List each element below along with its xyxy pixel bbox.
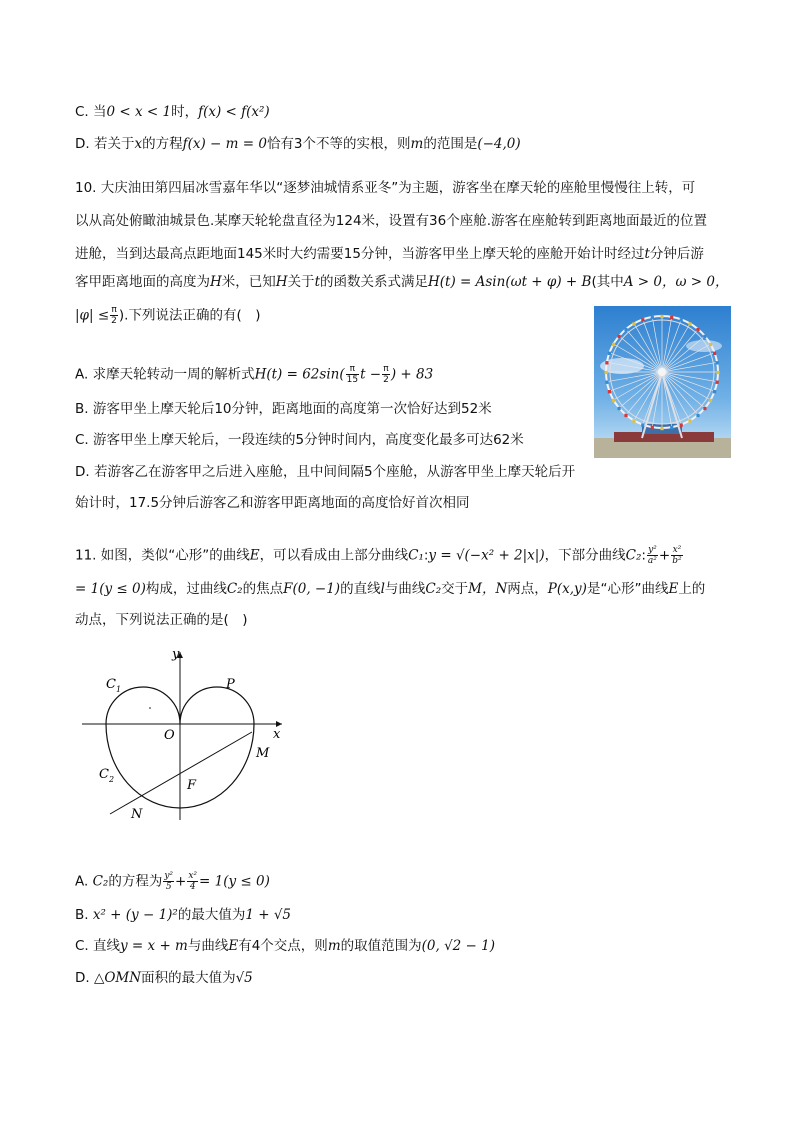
wheel-cabin <box>605 361 608 364</box>
q11-l2j: 交于 <box>441 581 469 597</box>
q11-l2a: = 1(y ≤ 0) <box>75 581 146 597</box>
q11-c-mid2: 有4个交点，则 <box>238 938 328 954</box>
q11-l1f: y = √(−x² + 2|x|) <box>428 547 545 564</box>
q11-l2i: C₂ <box>425 581 442 597</box>
wheel-cabin <box>688 419 691 422</box>
wheel-cabin <box>660 315 663 318</box>
q10-l4f: t <box>314 274 320 290</box>
q11-l1g: ，下部分曲线 <box>544 547 626 564</box>
q9-option-d <box>75 135 521 153</box>
q11-b-mid: 的最大值为 <box>177 907 246 923</box>
heart-curve-figure <box>80 646 290 824</box>
label-n: N <box>131 807 143 822</box>
q10-l4a: 客甲距离地面的高度为 <box>75 274 210 290</box>
q10-l4d: H <box>275 274 288 290</box>
label-m: M <box>256 746 270 761</box>
wheel-cabin <box>618 335 621 338</box>
q11-b-text: B. <box>75 907 89 923</box>
q10-option-a <box>75 364 433 385</box>
q10-stem-line1: 10. 大庆油田第四届冰雪嘉年华以“逐梦油城情系亚冬”为主题，游客坐在摩天轮的座舱里慢慢往上转，可 <box>75 180 696 196</box>
q11-frac2-den: b² <box>672 556 682 566</box>
q10-l3c: 分钟后游 <box>649 246 704 262</box>
wheel-cabin <box>713 390 716 393</box>
q10-stem-line5 <box>75 305 260 326</box>
q11-l2o: E <box>668 581 679 597</box>
q11-a-frac2 <box>187 871 198 892</box>
q9-d-m: m <box>410 136 424 152</box>
q9-d-mid: 的方程 <box>142 136 183 152</box>
q11-l2f: 的直线 <box>340 581 381 597</box>
q11-l1b: E <box>249 547 260 564</box>
wheel-cabin <box>604 371 607 374</box>
wheel-cabin <box>688 322 691 325</box>
q11-a-math: = 1(y ≤ 0) <box>199 873 270 890</box>
label-x: x <box>273 727 281 742</box>
q11-frac1-num: y² <box>648 545 657 555</box>
q9-d-x: x <box>134 136 143 152</box>
wheel-cabin <box>632 322 635 325</box>
wheel-cabin <box>641 318 644 321</box>
q10-a-frac1-den: 15 <box>346 375 359 385</box>
wheel-cabin <box>716 361 719 364</box>
q11-stem-line2 <box>75 580 705 598</box>
q10-l4g: 的函数关系式满足 <box>320 274 428 290</box>
q11-l2k: M，N <box>468 581 508 597</box>
q11-l1a: 11. 如图，类似“心形”的曲线 <box>75 547 250 564</box>
q11-option-d <box>75 969 253 987</box>
q10-stem-line3 <box>75 245 704 263</box>
label-f: F <box>187 778 197 793</box>
q9-c-math: 0 < x < 1 <box>106 104 172 120</box>
q11-c-m: m <box>327 938 341 954</box>
wheel-cabin <box>612 343 615 346</box>
q10-a-math2: t − <box>360 366 382 383</box>
wheel-cabin <box>651 316 654 319</box>
q11-frac2-num: x² <box>672 545 682 555</box>
q11-option-c <box>75 937 495 955</box>
q10-l5a: |φ| ≤ <box>75 307 110 324</box>
q11-l2p: 上的 <box>678 581 706 597</box>
wheel-cabin <box>709 399 712 402</box>
q10-l3a: 进舱，当到达最高点距地面145米时大约需要15分钟，当游客甲坐上摩天轮的座舱开始计时经过 <box>75 246 645 262</box>
q11-frac1-den: a² <box>647 556 657 566</box>
wheel-cabin <box>680 423 683 426</box>
q11-c-mid3: 的取值范围为 <box>340 938 422 954</box>
q10-option-d-line1: D. 若游客乙在游客甲之后进入座舱，且中间间隔5个座舱，从游客甲坐上摩天轮后开 <box>75 464 576 480</box>
q11-frac2 <box>671 545 682 566</box>
q11-l2e: F(0, −1) <box>283 581 341 597</box>
q11-l1c: ，可以看成由上部分曲线 <box>259 547 409 564</box>
q11-c-mid: 与曲线 <box>187 938 229 954</box>
q10-stem-line4 <box>75 273 728 291</box>
q10-l4b: H <box>210 274 222 290</box>
wheel-cabin <box>632 419 635 422</box>
q10-l4i: (其中 <box>591 274 624 290</box>
q11-stem-line1 <box>75 545 684 566</box>
q10-a-math: H(t) = 62sin( <box>254 366 345 383</box>
wheel-cabin <box>651 426 654 429</box>
wheel-cabin <box>608 390 611 393</box>
q11-stem-line3: 动点，下列说法正确的是( ) <box>75 612 248 628</box>
wheel-cabin <box>670 426 673 429</box>
wheel-cabin <box>618 407 621 410</box>
q10-l4j: A > 0，ω > 0， <box>623 274 729 290</box>
ferris-wheel-image <box>594 306 731 458</box>
q10-a-frac1 <box>346 364 359 385</box>
wheel-cabin <box>709 343 712 346</box>
wheel-cabin <box>612 399 615 402</box>
q11-a-frac1-num: y² <box>164 871 174 881</box>
q10-stem-line2: 以从高处俯瞰油城景色.某摩天轮轮盘直径为124米，设置有36个座舱.游客在座舱转到距离地面最近的位置 <box>75 213 708 229</box>
q11-d-value: √5 <box>235 970 253 986</box>
wheel-cabin <box>660 427 663 430</box>
wheel-cabin <box>680 318 683 321</box>
q11-a-frac2-den: 4 <box>189 882 196 892</box>
q9-d-mid3: 的范围是 <box>423 136 478 152</box>
wheel-cabin <box>624 414 627 417</box>
q11-c-text: C. 直线 <box>75 938 121 954</box>
wheel-cabin <box>703 335 706 338</box>
q10-a-frac2 <box>382 364 390 385</box>
q11-l1d: C₁ <box>408 547 424 564</box>
q11-l2b: 构成，过曲线 <box>145 581 227 597</box>
q11-l2m: P(x,y) <box>547 581 587 597</box>
q9-d-mid2: 恰有3个不等的实根，则 <box>266 136 411 152</box>
wheel-cabin <box>624 328 627 331</box>
wheel-cabin <box>696 328 699 331</box>
q11-l1-plus: + <box>658 547 671 564</box>
wheel-cabin <box>703 407 706 410</box>
label-p: P <box>226 677 235 692</box>
q10-l5b: ).下列说法正确的有( ) <box>118 307 261 324</box>
q11-frac1 <box>647 545 658 566</box>
q10-l3b: t <box>644 246 650 262</box>
q10-option-b: B. 游客甲坐上摩天轮后10分钟，距离地面的高度第一次恰好达到52米 <box>75 401 492 417</box>
q11-option-a <box>75 871 270 892</box>
line-l <box>110 732 252 814</box>
wheel-cabin <box>670 316 673 319</box>
q10-a-frac2-den: 2 <box>383 375 389 385</box>
q11-c-range: (0, √2 − 1) <box>421 938 496 954</box>
q9-c-math2: f(x) < f(x²) <box>198 104 270 120</box>
q11-d-mid: 面积的最大值为 <box>141 970 236 986</box>
q11-a-text: A. <box>75 873 89 890</box>
q10-l5-num: π <box>111 305 117 315</box>
q10-a-text: A. 求摩天轮转动一周的解析式 <box>75 366 255 383</box>
q10-a-frac2-num: π <box>383 364 389 374</box>
wheel-cabin <box>713 352 716 355</box>
q10-l4e: 关于 <box>287 274 315 290</box>
q11-l2d: 的焦点 <box>242 581 284 597</box>
wheel-cabin <box>716 371 719 374</box>
q11-a-frac1 <box>163 871 174 892</box>
wheel-cabin <box>716 381 719 384</box>
q11-l2l: 两点， <box>507 581 548 597</box>
q9-option-c <box>75 103 270 121</box>
q11-l2g: l <box>380 581 385 597</box>
q11-a-c2: C₂ <box>92 873 109 890</box>
wheel-cabin <box>608 352 611 355</box>
q11-option-b <box>75 906 291 924</box>
q11-l1e: : <box>423 547 429 564</box>
q10-l5-den: 2 <box>111 316 117 326</box>
label-o: O <box>164 728 175 743</box>
q11-l2h: 与曲线 <box>384 581 426 597</box>
q10-l4h: H(t) = Asin(ωt + φ) + B <box>428 274 592 290</box>
q10-l5-fraction <box>110 305 118 326</box>
q11-d-triangle: △OMN <box>93 970 142 986</box>
wheel-cabin <box>605 381 608 384</box>
q11-a-mid: 的方程为 <box>108 873 163 890</box>
q10-l4c: 米，已知 <box>221 274 276 290</box>
q11-l1h: C₂ <box>625 547 642 564</box>
q10-option-c: C. 游客甲坐上摩天轮后，一段连续的5分钟时间内，高度变化最多可达62米 <box>75 432 524 448</box>
q11-l1i: : <box>641 547 646 564</box>
q10-a-frac1-num: π <box>346 364 359 375</box>
wheel-cabin <box>641 423 644 426</box>
q9-d-range: (−4,0) <box>477 136 521 152</box>
q11-a-frac1-den: 5 <box>165 882 172 892</box>
q10-option-d-line2: 始计时，17.5分钟后游客乙和游客甲距离地面的高度恰好首次相同 <box>75 495 470 511</box>
q11-a-frac2-num: x² <box>188 871 198 881</box>
label-c1: $C_1$ <box>106 677 122 694</box>
q11-a-plus: + <box>175 873 187 890</box>
q9-d-math: f(x) − m = 0 <box>182 136 267 152</box>
q9-d-text: D. 若关于 <box>75 136 135 152</box>
q11-c-line: y = x + m <box>120 938 188 954</box>
q11-d-text: D. <box>75 970 90 986</box>
label-y: y <box>172 647 180 662</box>
q9-c-mid: 时， <box>171 104 199 120</box>
q11-l2c: C₂ <box>226 581 243 597</box>
wheel-cabin <box>696 414 699 417</box>
q9-c-text: C. 当 <box>75 104 107 120</box>
q11-l2n: 是“心形”曲线 <box>586 581 669 597</box>
q11-b-value: 1 + √5 <box>245 907 292 923</box>
q11-b-math: x² + (y − 1)² <box>92 907 178 923</box>
q11-c-e: E <box>228 938 239 954</box>
label-c2: $C_2$ <box>99 767 115 784</box>
q10-a-math3: ) + 83 <box>390 366 434 383</box>
